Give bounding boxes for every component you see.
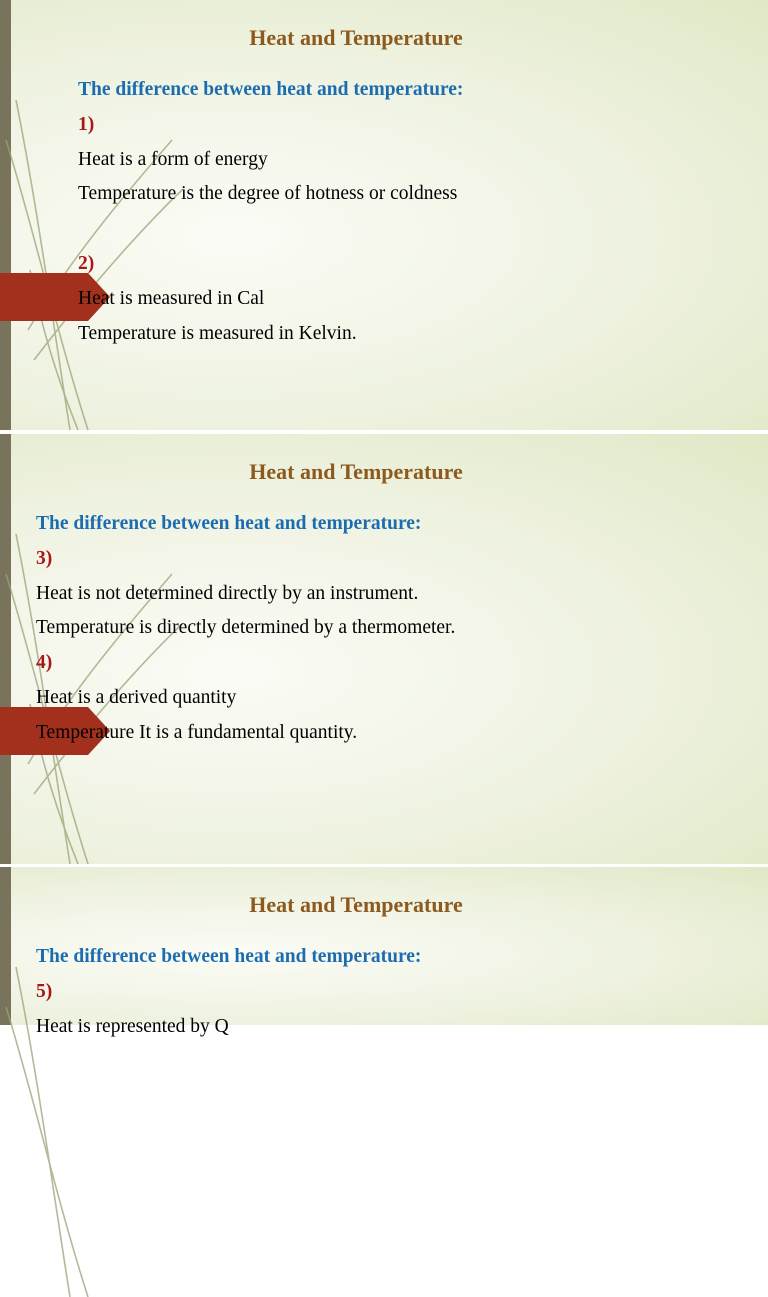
item-number: 4) (36, 652, 53, 674)
slide-3 (0, 866, 768, 1037)
slide-2 (0, 433, 768, 864)
item-line: Temperature is the degree of hotness or coldness (78, 183, 458, 205)
item-line: Heat is a form of energy (78, 148, 268, 170)
swoosh-decoration (0, 867, 200, 1297)
slide-1 (0, 0, 768, 430)
item-number: 5) (36, 980, 53, 1002)
item-line: Temperature is directly determined by a thermometer. (36, 617, 456, 639)
item-line: Heat is represented by Q (36, 1015, 229, 1037)
slide-title: Heat and Temperature (249, 459, 463, 484)
difference-heading: The difference between heat and temperature: (78, 79, 464, 100)
item-number: 3) (36, 547, 53, 569)
item-line: Heat is a derived quantity (36, 686, 237, 708)
item-line: Temperature is measured in Kelvin. (78, 322, 357, 344)
slide-left-bar (0, 0, 11, 430)
item-line: Heat is measured in Cal (78, 287, 265, 309)
slide-content (36, 507, 455, 751)
item-line: Heat is not determined directly by an instrument. (36, 582, 419, 604)
slide-content (36, 940, 421, 1044)
slide-left-bar (0, 867, 11, 1025)
slide-title: Heat and Temperature (249, 892, 463, 917)
item-number: 2) (78, 252, 95, 274)
spacer (78, 212, 463, 247)
difference-heading: The difference between heat and temperature: (36, 946, 422, 967)
item-line: Temperature It is a fundamental quantity. (36, 721, 358, 743)
item-number: 1) (78, 113, 95, 135)
slide-title: Heat and Temperature (249, 25, 463, 50)
slide-left-bar (0, 434, 11, 864)
difference-heading: The difference between heat and temperature: (36, 513, 422, 534)
slide-content (78, 73, 463, 351)
